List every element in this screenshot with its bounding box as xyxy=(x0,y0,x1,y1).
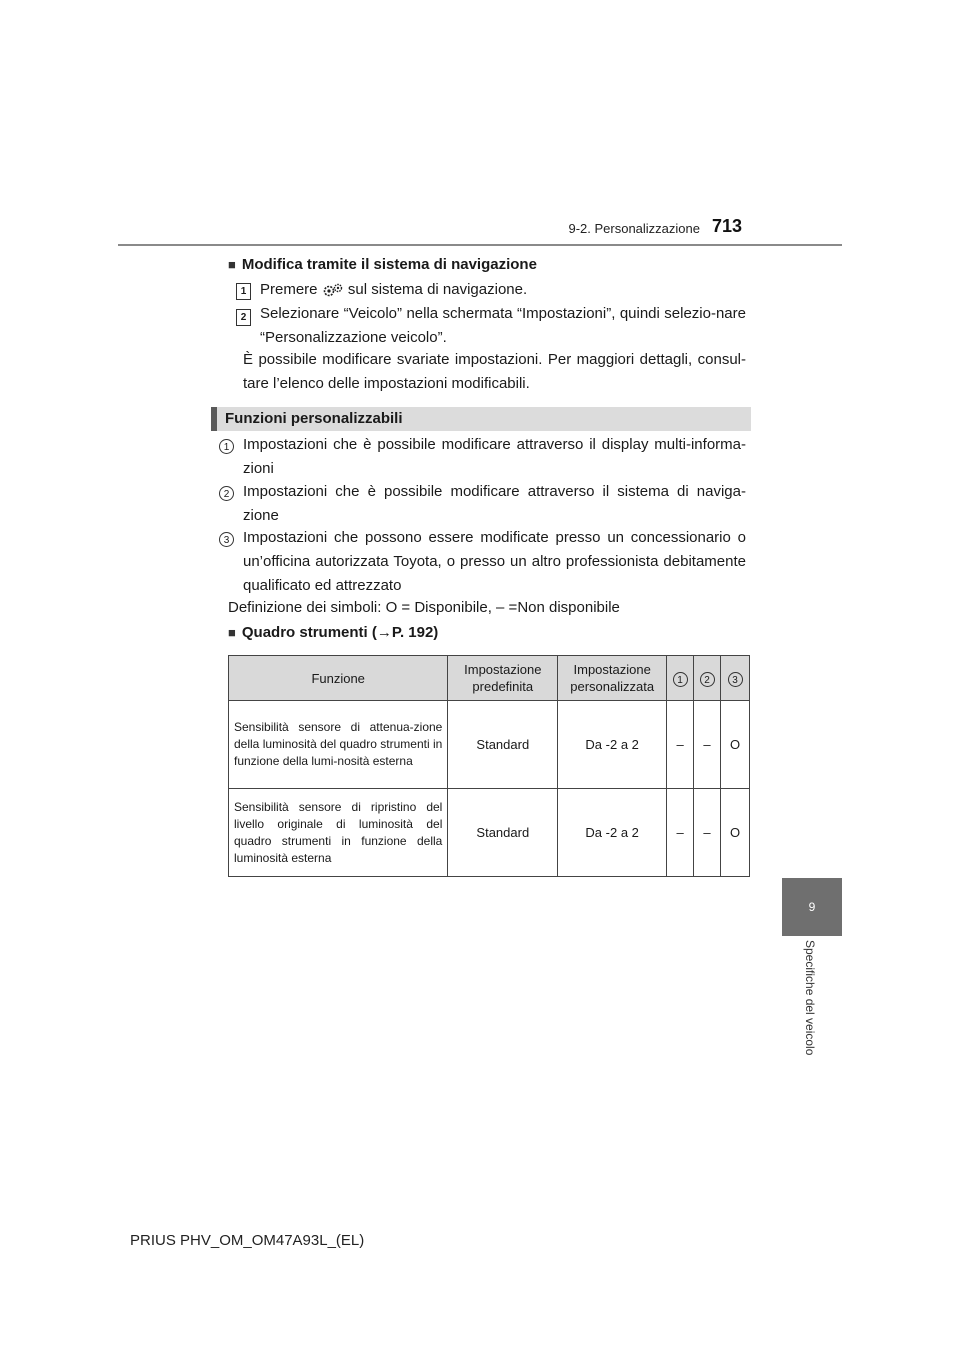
table-row xyxy=(229,789,750,877)
step-1-badge xyxy=(236,281,251,300)
cell-c1: – xyxy=(667,789,694,877)
step-number: 1 xyxy=(236,283,251,300)
chapter-title: Specifiche del veicolo xyxy=(803,940,817,1056)
step-2-text: Selezionare “Veicolo” nella schermata “Impostazioni”, quindi selezio-nare “Personalizzazione veicolo”. xyxy=(260,305,746,346)
header-divider xyxy=(118,244,842,246)
col-3: 3 xyxy=(721,656,750,701)
col-1: 1 xyxy=(667,656,694,701)
step-2-badge xyxy=(236,307,251,326)
instrument-cluster-heading: ■ Quadro strumenti (→P. 192) xyxy=(228,624,438,641)
cell-default: Standard xyxy=(448,701,558,789)
table-header-row xyxy=(229,656,750,701)
table-row xyxy=(229,701,750,789)
section-title: Funzioni personalizzabili xyxy=(225,410,403,427)
cell-default: Standard xyxy=(448,789,558,877)
cell-c1: – xyxy=(667,701,694,789)
section-title-bar xyxy=(211,407,751,431)
item-1-text: Impostazioni che è possibile modificare attraverso il display multi-informa-zioni xyxy=(243,436,746,477)
settings-table xyxy=(228,655,750,877)
cell-custom: Da -2 a 2 xyxy=(558,789,667,877)
cell-custom: Da -2 a 2 xyxy=(558,701,667,789)
cell-c3: O xyxy=(721,701,750,789)
item-3-text: Impostazioni che possono essere modificate presso un concessionario o un’officina autorizzata Toyota, o presso un altro professionista debitamente qualificato ed attrezzato xyxy=(243,529,746,594)
cell-c2: – xyxy=(694,789,721,877)
cell-c2: – xyxy=(694,701,721,789)
nav-note: È possibile modificare svariate impostazioni. Per maggiori dettagli, consul-tare l’elenco delle impostazioni modificabili. xyxy=(243,351,746,392)
item-3-badge: 3 xyxy=(219,530,234,548)
item-1-badge: 1 xyxy=(219,437,234,455)
chapter-title-vertical xyxy=(746,940,876,1070)
col-default: Impostazione predefinita xyxy=(448,656,558,701)
item-2-text: Impostazioni che è possibile modificare attraverso il sistema di naviga-zione xyxy=(243,483,746,524)
running-header-section: 9-2. Personalizzazione xyxy=(568,221,700,236)
symbol-definition: Definizione dei simboli: O = Disponibile, – =Non disponibile xyxy=(228,599,620,616)
item-2-badge: 2 xyxy=(219,484,234,502)
gear-icon xyxy=(322,283,344,297)
col-custom: Impostazione personalizzata xyxy=(558,656,667,701)
cell-function: Sensibilità sensore di ripristino del livello originale di luminosità del quadro strumenti in funzione della luminosità esterna xyxy=(229,789,448,877)
document-code: PRIUS PHV_OM_OM47A93L_(EL) xyxy=(130,1232,365,1249)
step-1-text: Premere sul sistema di navigazione. xyxy=(260,281,528,298)
chapter-tab: 9 xyxy=(782,878,842,936)
section-marker xyxy=(211,407,217,431)
cell-function: Sensibilità sensore di attenua-zione della luminosità del quadro strumenti in funzione della lumi-nosità esterna xyxy=(229,701,448,789)
page-number: 713 xyxy=(712,216,743,236)
cell-c3: O xyxy=(721,789,750,877)
step-number: 2 xyxy=(236,309,251,326)
col-function: Funzione xyxy=(229,656,448,701)
col-2: 2 xyxy=(694,656,721,701)
nav-section-heading: ■ Modifica tramite il sistema di navigazione xyxy=(228,256,537,273)
